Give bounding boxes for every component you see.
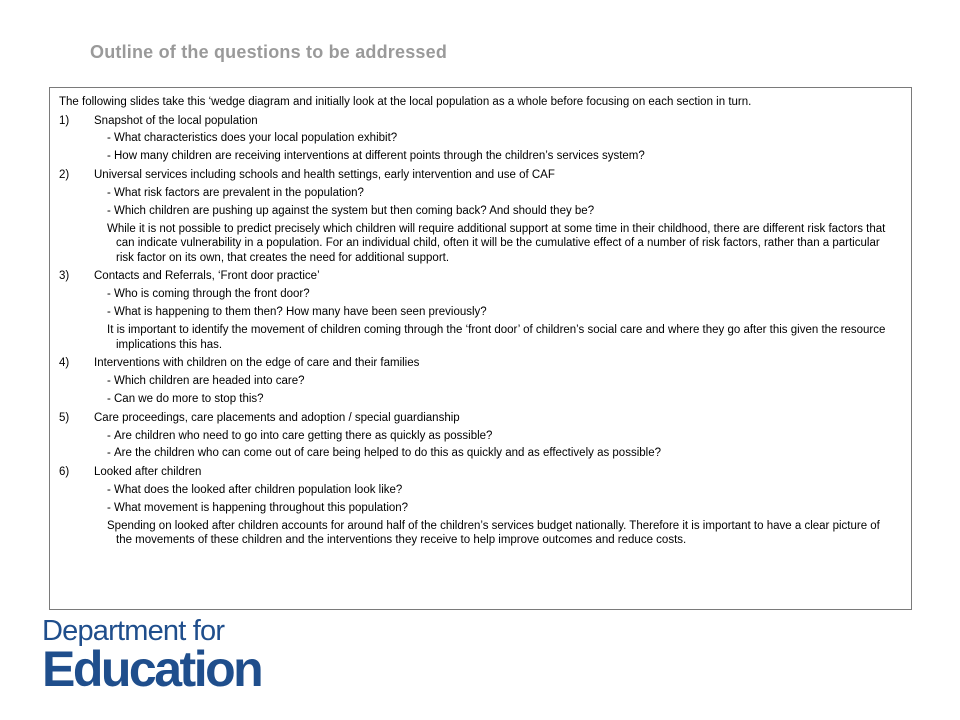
question-text: What movement is happening throughout this population? xyxy=(114,501,409,514)
question-item: - Can we do more to stop this? xyxy=(107,393,264,406)
section-title: Snapshot of the local population xyxy=(94,114,258,127)
slide-title: Outline of the questions to be addressed xyxy=(90,42,448,62)
question-text: Which children are headed into care? xyxy=(114,375,305,388)
section xyxy=(59,465,901,548)
question-text: Can we do more to stop this? xyxy=(114,393,264,406)
question-text: Which children are pushing up against the system but then coming back? And should they be? xyxy=(114,204,595,217)
question-text: Who is coming through the front door? xyxy=(114,288,310,301)
section-title: Universal services including schools and health settings, early intervention and use of CAF xyxy=(94,168,555,181)
question-item: - Are the children who can come out of care being helped to do this as quickly and as effectively as possible? xyxy=(107,447,662,460)
question-item: - Who is coming through the front door? xyxy=(107,288,310,301)
question-item: - How many children are receiving interventions at different points through the children’s services system? xyxy=(107,150,645,163)
section-title: Contacts and Referrals, ‘Front door practice’ xyxy=(94,270,320,283)
section-title: Interventions with children on the edge of care and their families xyxy=(94,357,420,370)
department-for-education-logo xyxy=(42,615,262,697)
question-item: - What movement is happening throughout this population? xyxy=(107,501,409,514)
section xyxy=(59,269,901,352)
section-number: 2) xyxy=(59,168,70,181)
question-text: What does the looked after children population look like? xyxy=(114,483,403,496)
content-box xyxy=(49,87,912,610)
question-item: - Which children are headed into care? xyxy=(107,375,305,388)
question-text: Are children who need to go into care getting there as quickly as possible? xyxy=(114,429,493,442)
intro-text: The following slides take this ‘wedge diagram and initially look at the local population as a whole before focusing on each section in turn. xyxy=(59,96,752,108)
question-item: - Are children who need to go into care getting there as quickly as possible? xyxy=(107,429,493,442)
section-heading xyxy=(59,356,901,371)
question-text: How many children are receiving interventions at different points through the children’s services system? xyxy=(114,150,645,163)
section-title: Care proceedings, care placements and adoption / special guardianship xyxy=(94,411,460,424)
section xyxy=(59,168,901,265)
question-item: - What does the looked after children population look like? xyxy=(107,483,403,496)
question-text: What risk factors are prevalent in the population? xyxy=(114,186,364,199)
question-text: What characteristics does your local population exhibit? xyxy=(114,132,398,145)
section xyxy=(59,411,901,461)
section-note: Spending on looked after children accounts for around half of the children’s services budget nationally. Therefore it is important to have a clear picture of the movements of these children and the interventions they receive to help improve outcomes and reduce costs. xyxy=(107,519,880,547)
section-title: Looked after children xyxy=(94,466,202,479)
section-number: 6) xyxy=(59,466,70,479)
section-note: While it is not possible to predict precisely which children will require additional support at some time in their childhood, there are different risk factors that can indicate vulnerability in a population. For an individual child, often it will be the cumulative effect of a number of risk factors, rather than a particular risk factor on its own, that creates the need for additional support. xyxy=(107,222,886,264)
question-text: What is happening to them then? How many have been seen previously? xyxy=(114,306,487,319)
section xyxy=(59,114,901,164)
logo-line-2: Education xyxy=(42,641,262,697)
question-item: - What characteristics does your local population exhibit? xyxy=(107,132,398,145)
logo-line-1: Department for xyxy=(42,615,225,647)
question-item: - What is happening to them then? How many have been seen previously? xyxy=(107,306,487,319)
question-text: Are the children who can come out of care being helped to do this as quickly and as effectively as possible? xyxy=(114,447,662,460)
section-number: 5) xyxy=(59,411,70,424)
section-heading xyxy=(59,168,901,183)
section-number: 4) xyxy=(59,357,70,370)
section-heading xyxy=(59,411,901,426)
section-heading xyxy=(59,114,901,129)
section-note: It is important to identify the movement of children coming through the ‘front door’ of children’s social care and where they go after this given the resource implications this has. xyxy=(107,324,886,351)
question-item: - Which children are pushing up against the system but then coming back? And should they be? xyxy=(107,204,595,217)
section xyxy=(59,356,901,406)
section-heading xyxy=(59,269,901,284)
section-number: 1) xyxy=(59,114,70,127)
question-item: - What risk factors are prevalent in the population? xyxy=(107,186,364,199)
section-number: 3) xyxy=(59,270,70,283)
section-heading xyxy=(59,465,901,480)
